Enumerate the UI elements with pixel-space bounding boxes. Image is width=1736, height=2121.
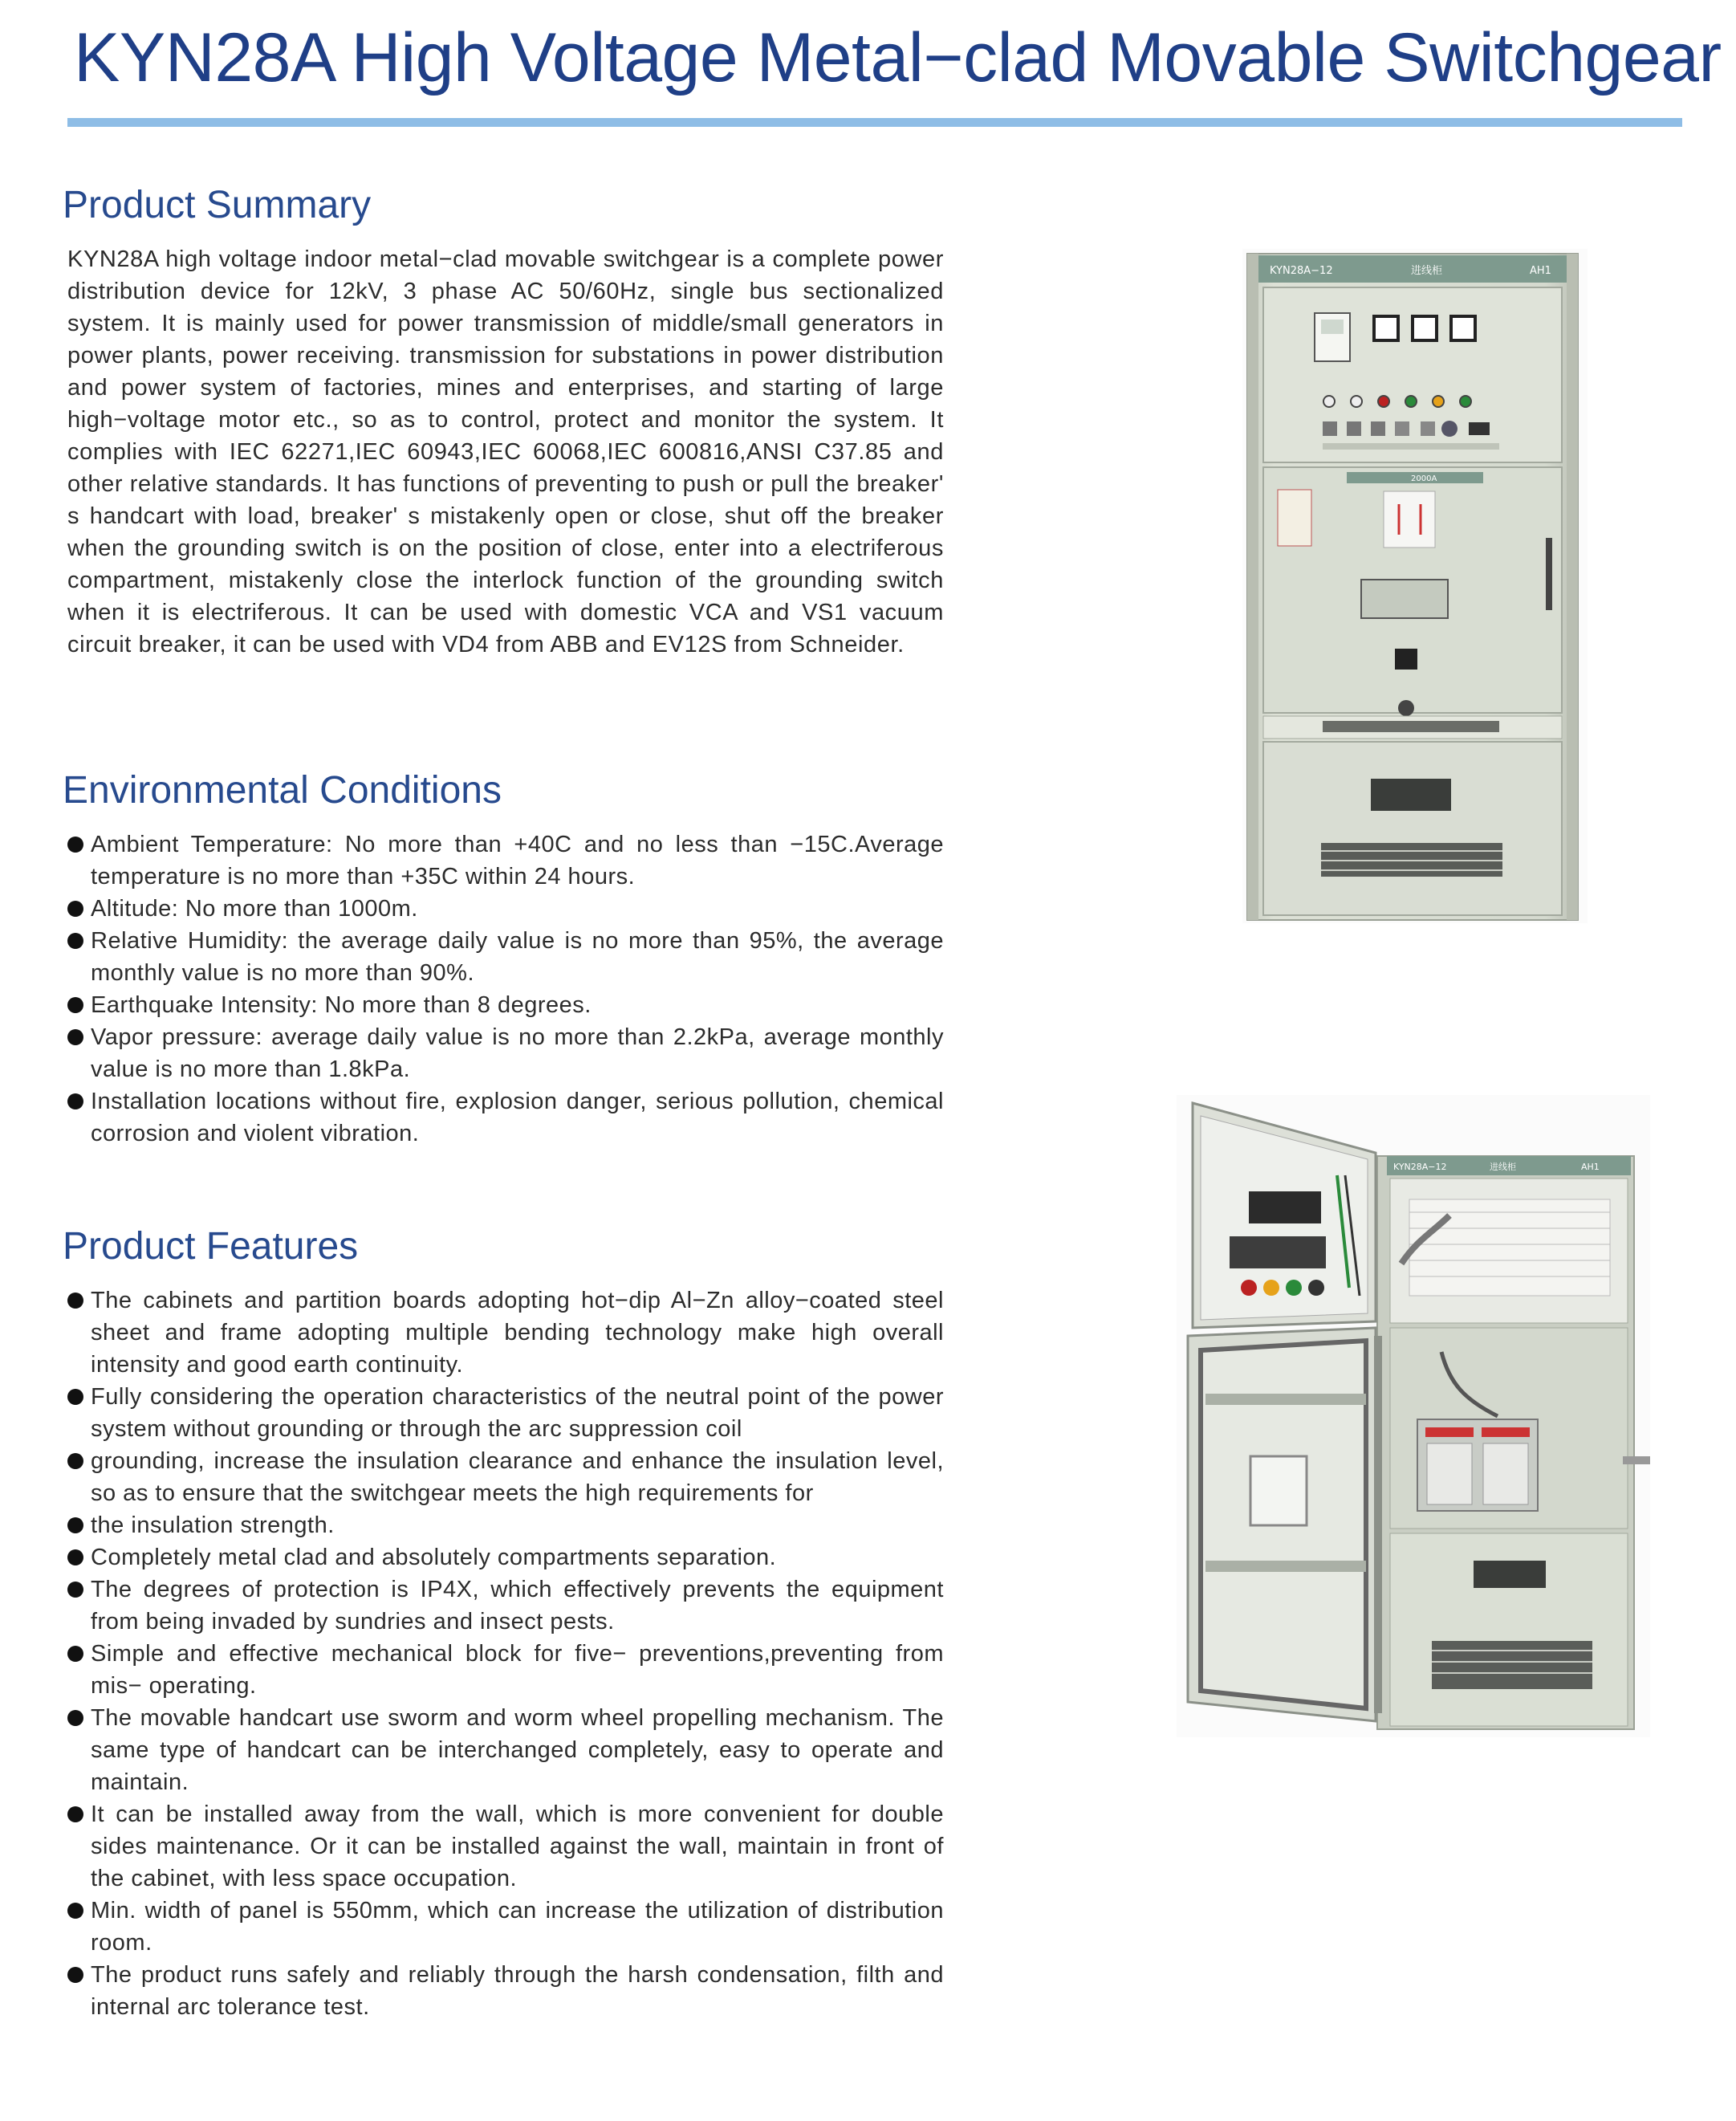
bullet-icon: [67, 1293, 83, 1309]
summary-paragraph: KYN28A high voltage indoor metal−clad movable switchgear is a complete power distribution device for 12kV, 3 phase AC 50/60Hz, single bus sectionalized system. It is mainly used for power transmission of middle/small generators in power plants, power receiving. transmission for substations in power distribution and power system of factories, mines and enterprises, and starting of large high−voltage motor etc., so as to control, protect and monitor the system. It complies with IEC 62271,IEC 60943,IEC 60068,IEC 600816,ANSI C37.85 and other relative standards. It has functions of preventing to push or pull the breaker' s handcart with load, breaker' s mistakenly open or close, shut off the breaker when the grounding switch is on the position of close, enter into a electriferous compartment, mistakenly close the interlock function of the grounding switch when it is electriferous. It can be used with domestic VCA and VS1 vacuum circuit breaker, it can be used with VD4 from ABB and EV12S from Schneider.: [67, 246, 944, 657]
bullet-icon: [67, 1389, 83, 1405]
list-item-text: The degrees of protection is IP4X, which effectively prevents the equipment from being invaded by sundries and insect pests.: [91, 1577, 944, 1635]
list-item-text: The cabinets and partition boards adopting hot−dip Al−Zn alloy−coated steel sheet and frame adopting multiple bending technology make high overall intensity and good earth continuity.: [91, 1288, 944, 1378]
list-item-text: Altitude: No more than 1000m.: [91, 896, 418, 922]
bullet-icon: [67, 1029, 83, 1045]
list-item-text: The movable handcart use sworm and worm wheel propelling mechanism. The same type of handcart can be interchanged completely, easy to operate and maintain.: [91, 1705, 944, 1795]
list-item: [67, 828, 944, 893]
cabinet-rating-label: 2000A: [1411, 474, 1437, 483]
environment-list: [67, 828, 944, 1150]
switchgear-closed-illustration: [1242, 249, 1588, 923]
list-item: [67, 989, 944, 1021]
list-item-text: It can be installed away from the wall, which is more convenient for double sides maintenance. Or it can be installed against the wall, maintain in front of the cabinet, with less space occupation.: [91, 1801, 944, 1891]
bullet-icon: [67, 901, 83, 917]
list-item-text: Simple and effective mechanical block for five− preventions,preventing from mis− operating.: [91, 1641, 944, 1699]
list-item: [67, 1702, 944, 1798]
bullet-icon: [67, 1517, 83, 1533]
bullet-icon: [67, 933, 83, 949]
bullet-icon: [67, 1582, 83, 1598]
list-item-text: Ambient Temperature: No more than +40C and no less than −15C.Average temperature is no more than +35C within 24 hours.: [91, 832, 944, 890]
bullet-icon: [67, 1646, 83, 1662]
list-item: [67, 1021, 944, 1085]
switchgear-closed-photo: [1242, 249, 1588, 923]
list-item-text: Min. width of panel is 550mm, which can increase the utilization of distribution room.: [91, 1898, 944, 1956]
summary-heading: Product Summary: [63, 184, 372, 226]
bullet-icon: [67, 1710, 83, 1726]
list-item: [67, 1541, 944, 1573]
title-rule: [67, 118, 1682, 127]
list-item: [67, 1445, 944, 1509]
list-item-text: Relative Humidity: the average daily value is no more than 95%, the average monthly value is no more than 90%.: [91, 928, 944, 986]
list-item: [67, 1895, 944, 1959]
bullet-icon: [67, 837, 83, 853]
list-item-text: Completely metal clad and absolutely compartments separation.: [91, 1545, 777, 1570]
list-item: [67, 925, 944, 989]
bullet-icon: [67, 997, 83, 1013]
list-item-text: The product runs safely and reliably through the harsh condensation, filth and internal arc tolerance test.: [91, 1962, 944, 2020]
list-item: [67, 1638, 944, 1702]
list-item-text: Fully considering the operation characteristics of the neutral point of the power system without grounding or through the arc suppression coil: [91, 1384, 944, 1442]
list-item: [67, 893, 944, 925]
list-item: [67, 1798, 944, 1895]
features-list: [67, 1284, 944, 2023]
open-cabinet-model-label: KYN28A−12: [1393, 1162, 1447, 1172]
list-item-text: Installation locations without fire, explosion danger, serious pollution, chemical corrosion and violent vibration.: [91, 1089, 944, 1146]
list-item: [67, 1509, 944, 1541]
cabinet-model-label: KYN28A−12: [1270, 265, 1333, 277]
list-item: [67, 1085, 944, 1150]
list-item-text: grounding, increase the insulation clearance and enhance the insulation level, so as to ensure that the switchgear meets the high requirements for: [91, 1448, 944, 1506]
features-heading: Product Features: [63, 1225, 359, 1268]
list-item-text: Vapor pressure: average daily value is no more than 2.2kPa, average monthly value is no more than 1.8kPa.: [91, 1024, 944, 1082]
open-cabinet-type-label: 进线柜: [1490, 1162, 1516, 1172]
switchgear-open-photo: [1177, 1095, 1650, 1737]
document-title: KYN28A High Voltage Metal−clad Movable Switchgear: [74, 19, 1722, 96]
environment-heading: Environmental Conditions: [63, 769, 502, 812]
bullet-icon: [67, 1549, 83, 1565]
list-item: [67, 1284, 944, 1381]
cabinet-id-label: AH1: [1530, 265, 1551, 277]
list-item-text: the insulation strength.: [91, 1512, 335, 1538]
bullet-icon: [67, 1903, 83, 1919]
switchgear-open-illustration: [1177, 1095, 1650, 1737]
bullet-icon: [67, 1093, 83, 1109]
bullet-icon: [67, 1453, 83, 1469]
cabinet-type-label: 进线柜: [1411, 265, 1443, 277]
list-item: [67, 1573, 944, 1638]
bullet-icon: [67, 1967, 83, 1983]
list-item-text: Earthquake Intensity: No more than 8 degrees.: [91, 992, 592, 1018]
list-item: [67, 1381, 944, 1445]
open-cabinet-id-label: AH1: [1581, 1162, 1600, 1172]
bullet-icon: [67, 1806, 83, 1822]
list-item: [67, 1959, 944, 2023]
